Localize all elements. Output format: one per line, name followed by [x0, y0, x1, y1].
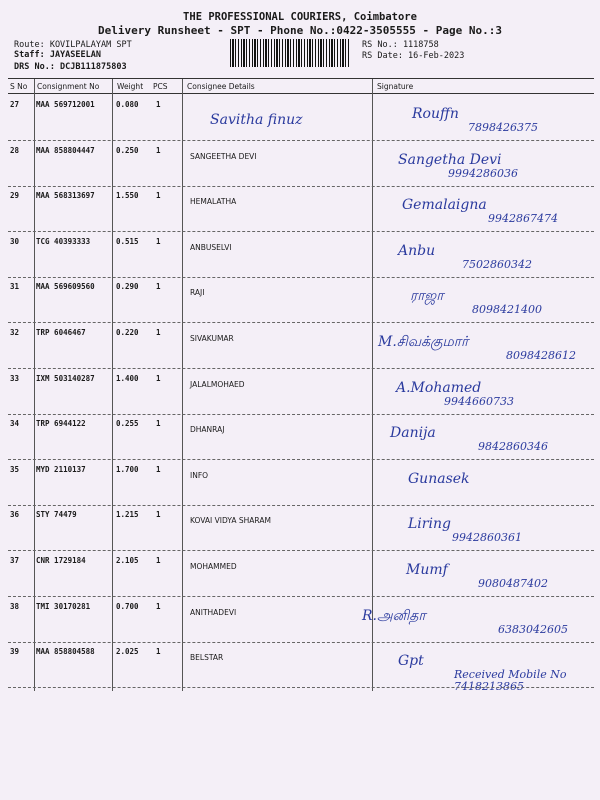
row-consignee: INFO: [190, 471, 209, 480]
row-consignee: BELSTAR: [190, 653, 224, 662]
handwritten-phone: 8098428612: [506, 349, 576, 362]
row-sno: 33: [10, 374, 20, 383]
row-pcs: 1: [156, 556, 161, 565]
document-title: THE PROFESSIONAL COURIERS, Coimbatore: [183, 11, 417, 23]
drs-number: DRS No.: DCJB111875803: [14, 62, 127, 72]
row-separator: [8, 550, 594, 551]
row-separator: [8, 596, 594, 597]
handwritten-phone: 9842860346: [478, 440, 548, 453]
row-sno: 34: [10, 419, 20, 428]
col-divider: [112, 79, 113, 691]
row-consignment-no: MAA 569712001: [36, 100, 95, 109]
handwritten-signature: Gunasek: [408, 471, 470, 487]
col-header-sno: S No: [10, 82, 28, 91]
row-sno: 29: [10, 191, 20, 200]
row-consignee: KOVAI VIDYA SHARAM: [190, 516, 271, 525]
row-weight: 0.220: [116, 328, 139, 337]
row-separator: [8, 186, 594, 187]
col-divider: [372, 79, 373, 691]
row-consignee: JALALMOHAED: [190, 380, 245, 389]
row-pcs: 1: [156, 647, 161, 656]
handwritten-phone: 9994286036: [448, 167, 518, 180]
row-separator: [8, 642, 594, 643]
row-weight: 0.255: [116, 419, 139, 428]
row-sno: 31: [10, 282, 20, 291]
rs-date: RS Date: 16-Feb-2023: [362, 51, 465, 61]
handwritten-phone: 7898426375: [468, 121, 538, 134]
row-consignment-no: IXM 503140287: [36, 374, 95, 383]
row-consignment-no: TMI 30170281: [36, 602, 91, 611]
row-consignee: MOHAMMED: [190, 562, 237, 571]
row-consignment-no: MYD 2110137: [36, 465, 86, 474]
handwritten-phone: 9944660733: [444, 395, 514, 408]
row-pcs: 1: [156, 146, 161, 155]
row-consignee: SIVAKUMAR: [190, 334, 234, 343]
row-sno: 35: [10, 465, 20, 474]
row-sno: 36: [10, 510, 20, 519]
row-consignee: SANGEETHA DEVI: [190, 152, 257, 161]
row-consignment-no: TRP 6944122: [36, 419, 86, 428]
handwritten-signature: A.Mohamed: [396, 380, 482, 396]
row-consignment-no: MAA 569609560: [36, 282, 95, 291]
barcode: [230, 39, 350, 67]
row-weight: 0.250: [116, 146, 139, 155]
col-divider: [34, 79, 35, 691]
row-pcs: 1: [156, 282, 161, 291]
row-consignment-no: TRP 6046467: [36, 328, 86, 337]
handwritten-signature: Mumf: [406, 562, 448, 578]
row-pcs: 1: [156, 510, 161, 519]
row-pcs: 1: [156, 191, 161, 200]
row-sno: 37: [10, 556, 20, 565]
handwritten-phone: Received Mobile No 7418213865: [454, 668, 567, 693]
row-weight: 0.515: [116, 237, 139, 246]
handwritten-phone: 6383042605: [498, 623, 568, 636]
handwritten-phone: 9942867474: [488, 212, 558, 225]
row-consignment-no: CNR 1729184: [36, 556, 86, 565]
route-label: Route: KOVILPALAYAM SPT: [14, 40, 132, 50]
rs-number: RS No.: 1118758: [362, 40, 439, 50]
table-header-rule: [8, 93, 594, 94]
handwritten-signature: ராஜா: [410, 288, 444, 304]
row-consignment-no: MAA 858804447: [36, 146, 95, 155]
row-separator: [8, 231, 594, 232]
row-pcs: 1: [156, 100, 161, 109]
handwritten-signature: M.சிவக்குமார்: [378, 334, 469, 350]
row-weight: 0.290: [116, 282, 139, 291]
handwritten-signature: R.அனிதா: [362, 608, 426, 624]
col-header-weight: Weight: [117, 82, 144, 91]
staff-label: Staff: JAYASEELAN: [14, 50, 101, 60]
handwritten-phone: 7502860342: [462, 258, 532, 271]
table-top-rule: [8, 78, 594, 79]
row-separator: [8, 505, 594, 506]
col-header-pcs: PCS: [153, 82, 168, 91]
row-consignee: ANBUSELVI: [190, 243, 232, 252]
handwritten-signature: Sangetha Devi: [398, 152, 502, 168]
handwritten-phone: 9080487402: [478, 577, 548, 590]
row-consignment-no: MAA 858804588: [36, 647, 95, 656]
row-sno: 38: [10, 602, 20, 611]
handwritten-signature: Liring: [408, 516, 451, 532]
row-separator: [8, 140, 594, 141]
handwritten-signature: Gpt: [398, 653, 424, 669]
row-pcs: 1: [156, 465, 161, 474]
handwritten-phone: 9942860361: [452, 531, 522, 544]
handwritten-consignee: Savitha finuz: [210, 112, 303, 128]
row-separator: [8, 459, 594, 460]
handwritten-signature: Gemalaigna: [402, 197, 487, 213]
row-weight: 2.105: [116, 556, 139, 565]
row-consignee: RAJI: [190, 288, 205, 297]
row-separator: [8, 368, 594, 369]
row-separator: [8, 322, 594, 323]
row-pcs: 1: [156, 237, 161, 246]
row-weight: 1.400: [116, 374, 139, 383]
row-pcs: 1: [156, 419, 161, 428]
row-consignee: ANITHADEVI: [190, 608, 237, 617]
row-pcs: 1: [156, 374, 161, 383]
row-sno: 28: [10, 146, 20, 155]
col-header-consignee: Consignee Details: [187, 82, 255, 91]
row-consignee: DHANRAJ: [190, 425, 225, 434]
col-header-consignment: Consignment No: [37, 82, 100, 91]
row-consignment-no: TCG 40393333: [36, 237, 91, 246]
row-sno: 30: [10, 237, 20, 246]
col-header-signature: Signature: [377, 82, 414, 91]
row-weight: 0.080: [116, 100, 139, 109]
row-weight: 1.550: [116, 191, 139, 200]
handwritten-signature: Rouffn: [412, 106, 459, 122]
row-pcs: 1: [156, 328, 161, 337]
handwritten-signature: Anbu: [398, 243, 436, 259]
handwritten-phone: 8098421400: [472, 303, 542, 316]
row-weight: 1.700: [116, 465, 139, 474]
document-subtitle: Delivery Runsheet - SPT - Phone No.:0422-3505555 - Page No.:3: [98, 24, 502, 37]
row-sno: 27: [10, 100, 20, 109]
row-consignment-no: MAA 568313697: [36, 191, 95, 200]
handwritten-signature: Danija: [390, 425, 436, 441]
row-separator: [8, 687, 594, 688]
row-separator: [8, 277, 594, 278]
row-consignment-no: STY 74479: [36, 510, 77, 519]
row-sno: 32: [10, 328, 20, 337]
row-weight: 1.215: [116, 510, 139, 519]
row-consignee: HEMALATHA: [190, 197, 237, 206]
row-sno: 39: [10, 647, 20, 656]
row-pcs: 1: [156, 602, 161, 611]
col-divider: [182, 79, 183, 691]
row-weight: 0.700: [116, 602, 139, 611]
row-weight: 2.025: [116, 647, 139, 656]
row-separator: [8, 414, 594, 415]
